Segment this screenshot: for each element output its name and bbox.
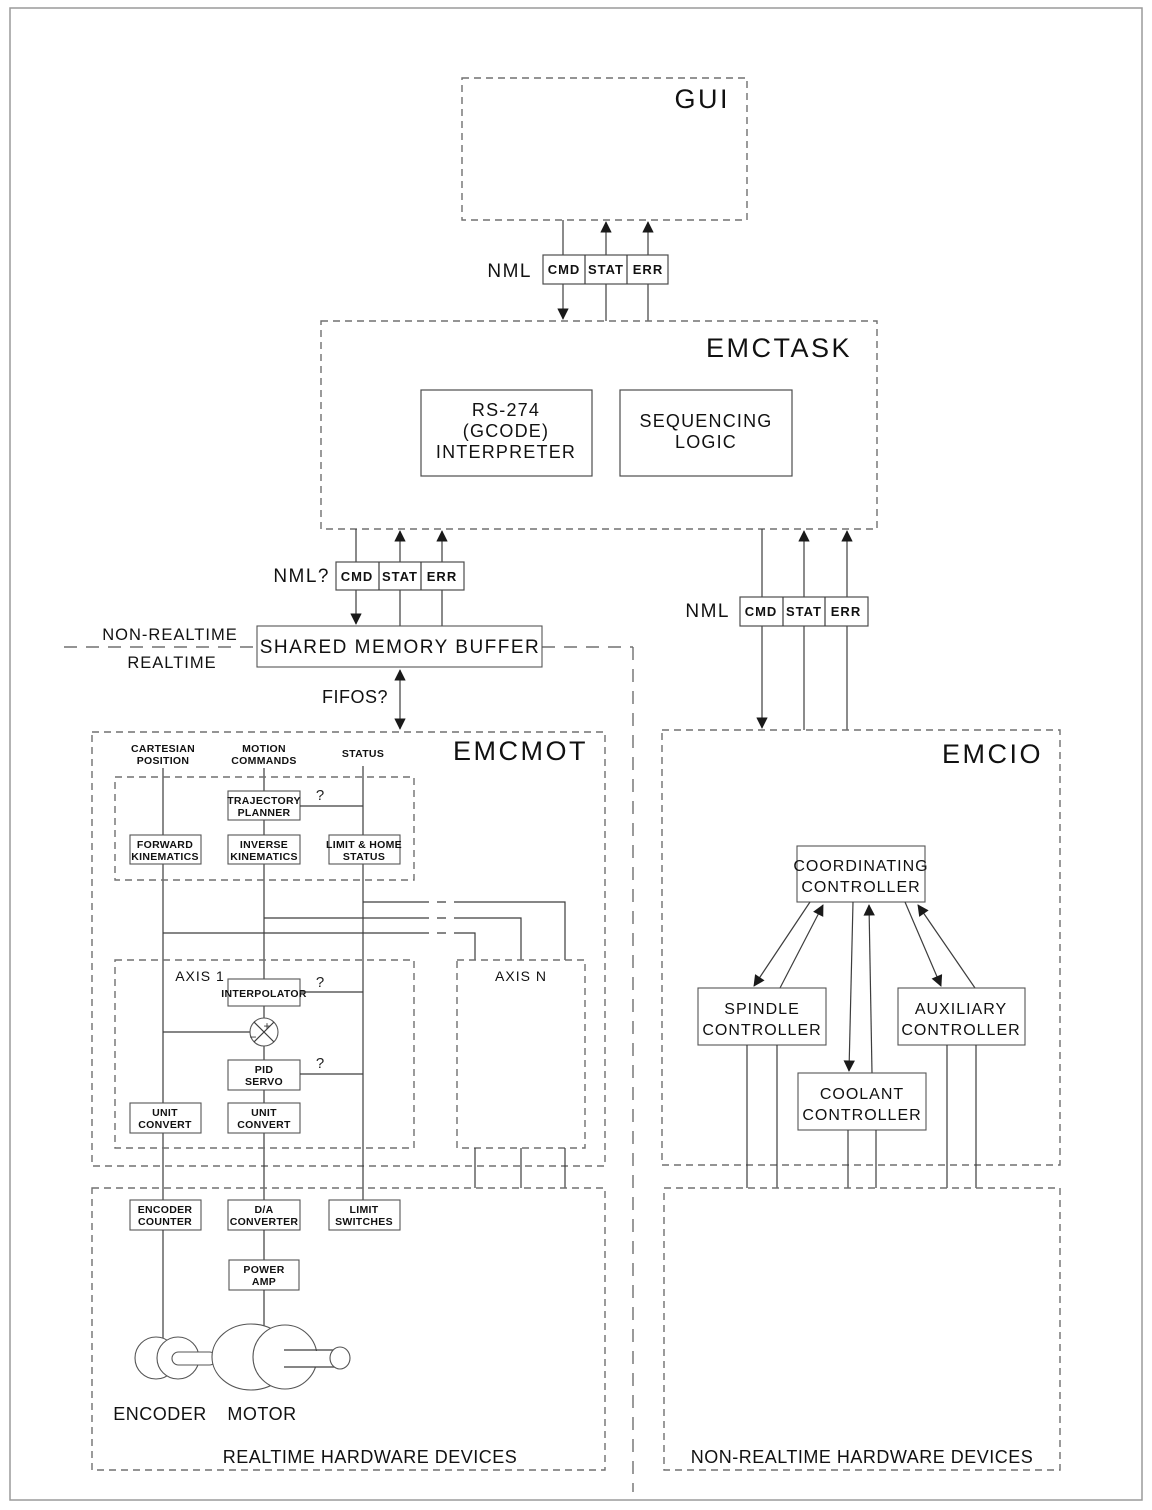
emcmot-block: [92, 732, 605, 1200]
sequencing-logic-label: SEQUENCING: [639, 411, 773, 431]
gcode-interpreter-label: (GCODE): [462, 421, 550, 441]
fifos-label: FIFOS?: [321, 687, 389, 707]
nml-top-err: ERR: [632, 262, 664, 277]
minus-sign: −: [249, 1030, 257, 1044]
spindle-controller-label: SPINDLE: [724, 1001, 800, 1018]
nml-left-cmd: CMD: [340, 569, 374, 584]
encoder-motor-drawing: [113, 1230, 350, 1424]
nml-right-err: ERR: [830, 604, 862, 619]
coord-to-spindle-arrow: [754, 902, 810, 986]
motion-commands-label: COMMANDS: [231, 755, 297, 767]
non-realtime-label: NON-REALTIME: [102, 626, 238, 644]
coord-to-coolant-arrow: [849, 902, 853, 1071]
coordinating-controller-label: CONTROLLER: [801, 879, 921, 896]
emctask-block: [321, 321, 877, 529]
nml-right-cmd: CMD: [744, 604, 778, 619]
gcode-interpreter-label: RS-274: [471, 400, 541, 420]
motor-label: MOTOR: [227, 1404, 297, 1424]
bus-line: [462, 933, 475, 960]
axis-bus-lines: [163, 902, 565, 960]
nml-right-channel: [685, 529, 868, 730]
trajectory-planner-label: PLANNER: [237, 807, 291, 819]
nml-top-cmd: CMD: [547, 262, 581, 277]
realtime-hardware-block: [92, 1188, 605, 1470]
bus-line: [462, 902, 565, 960]
trajectory-planner-label: TRAJECTORY: [227, 795, 301, 807]
bus-line: [462, 918, 521, 960]
pid-servo-label: PID: [254, 1064, 274, 1076]
da-converter-label: CONVERTER: [229, 1216, 299, 1228]
auxiliary-controller-label: AUXILIARY: [914, 1001, 1008, 1018]
axisn-label: AXIS N: [495, 968, 547, 984]
motor-shaft-end: [330, 1347, 350, 1369]
status-label: STATUS: [341, 748, 385, 760]
encoder-counter-label: COUNTER: [137, 1216, 193, 1228]
coolant-controller-label: CONTROLLER: [802, 1107, 922, 1124]
cartesian-position-label: CARTESIAN: [131, 743, 195, 755]
nml-left-stat: STAT: [381, 569, 419, 584]
inverse-kinematics-label: INVERSE: [239, 839, 289, 851]
power-amp-label: AMP: [251, 1276, 277, 1288]
limit-switches-label: LIMIT: [349, 1204, 379, 1216]
limit-switches-label: SWITCHES: [335, 1216, 393, 1228]
shared-memory-block: [257, 626, 542, 729]
gui-title: GUI: [674, 84, 730, 114]
nonrealtime-hardware-title: NON-REALTIME HARDWARE DEVICES: [690, 1447, 1034, 1467]
spindle-controller-label: CONTROLLER: [702, 1022, 822, 1039]
question-mark: ?: [315, 974, 325, 991]
power-amp-label: POWER: [243, 1264, 285, 1276]
question-mark: ?: [315, 1055, 325, 1072]
nml-left-err: ERR: [426, 569, 458, 584]
nml-top-channel: [487, 220, 668, 321]
realtime-hardware-title: REALTIME HARDWARE DEVICES: [222, 1447, 518, 1467]
gui-block: [462, 78, 747, 220]
nml-top-stat: STAT: [587, 262, 625, 277]
cartesian-position-label: POSITION: [136, 755, 190, 767]
question-mark: ?: [315, 787, 325, 804]
emcio-block: [662, 730, 1060, 1188]
limit-home-status-label: STATUS: [342, 851, 386, 863]
plus-sign: +: [263, 1019, 271, 1033]
emcio-title: EMCIO: [941, 739, 1043, 769]
unit-convert-label: CONVERT: [237, 1119, 291, 1131]
axisn-box: [457, 960, 585, 1148]
gcode-interpreter-label: INTERPRETER: [435, 442, 577, 462]
motion-commands-label: MOTION: [242, 743, 286, 755]
limit-home-status-label: LIMIT & HOME: [326, 839, 402, 851]
encoder-shaft: [172, 1352, 216, 1365]
nml-left-channel: [273, 529, 464, 626]
nml-right-stat: STAT: [785, 604, 823, 619]
interpolator-label: INTERPOLATOR: [221, 988, 307, 1000]
emcmot-title: EMCMOT: [453, 736, 588, 766]
axis1-label: AXIS 1: [175, 968, 225, 984]
coolant-to-coord-arrow: [869, 905, 872, 1073]
spindle-to-coord-arrow: [780, 905, 823, 988]
sequencing-logic-label: LOGIC: [674, 432, 738, 452]
realtime-label: REALTIME: [127, 654, 217, 672]
coord-to-auxiliary-arrow: [905, 902, 941, 986]
encoder-label: ENCODER: [113, 1404, 207, 1424]
nonrealtime-hardware-box: [664, 1188, 1060, 1470]
inverse-kinematics-label: KINEMATICS: [230, 851, 298, 863]
nml-right-label: NML: [685, 601, 730, 622]
nml-top-label: NML: [487, 261, 532, 282]
coordinating-controller-label: COORDINATING: [793, 858, 929, 875]
pid-servo-label: SERVO: [244, 1076, 284, 1088]
unit-convert-label: UNIT: [152, 1107, 178, 1119]
motor-shaft-mask: [284, 1351, 336, 1367]
shared-memory-label: SHARED MEMORY BUFFER: [259, 637, 541, 658]
da-converter-label: D/A: [254, 1204, 274, 1216]
encoder-counter-label: ENCODER: [137, 1204, 193, 1216]
coolant-controller-label: COOLANT: [819, 1086, 905, 1103]
auxiliary-controller-label: CONTROLLER: [901, 1022, 1021, 1039]
axisn-block: [457, 960, 585, 1188]
auxiliary-to-coord-arrow: [918, 905, 975, 988]
unit-convert-label: CONVERT: [138, 1119, 192, 1131]
nml-left-label: NML?: [273, 566, 330, 587]
emcmot-box: [92, 732, 605, 1166]
unit-convert-label: UNIT: [251, 1107, 277, 1119]
emctask-title: EMCTASK: [705, 333, 852, 363]
forward-kinematics-label: FORWARD: [136, 839, 194, 851]
forward-kinematics-label: KINEMATICS: [131, 851, 199, 863]
nonrealtime-hardware-block: [664, 1188, 1060, 1470]
